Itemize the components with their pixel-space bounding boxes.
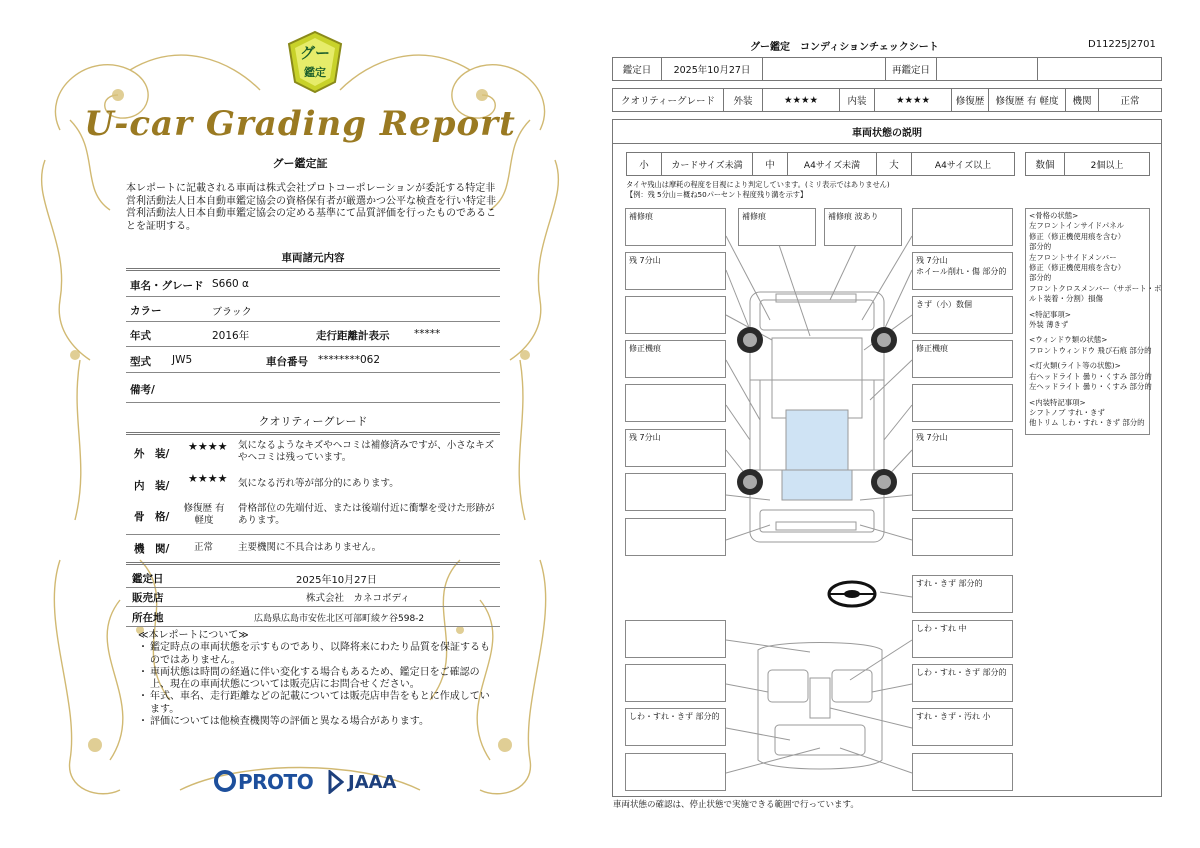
int-label: 内装 [847,96,867,107]
quality-title: クオリティーグレード [258,415,368,428]
quality-label-cell [612,88,724,112]
report-title: U-car Grading Report [84,104,516,144]
exterior-box-r7 [912,473,1013,511]
ext-value-cell [762,88,840,112]
chassis-value: ********062 [318,354,381,366]
color-label: カラー [130,305,162,317]
side-note: 部分的 [1029,273,1052,283]
engine-desc: 主要機関に不具合はありません。 [238,542,382,553]
repair-value: 修復歴 有 軽度 [995,96,1059,107]
ext-label: 外装 [733,96,753,107]
quality-row-frame [126,503,500,531]
int-label-cell [839,88,875,112]
mileage-label: 走行距離計表示 [316,330,390,342]
note-item [138,691,498,716]
exterior-box-l6: 残 7分山 [625,429,726,467]
bullet: ・ [138,666,148,678]
side-note: 修正（修正機使用痕を含む） [1029,263,1126,273]
tire-note-2: 【例：残 5分山＝概ね50パーセント程度残り溝を示す】 [626,190,808,199]
exterior-box-r6: 残 7分山 [912,429,1013,467]
legend-large-desc-cell [911,152,1015,176]
proto-logo: PROTO [238,770,314,794]
exterior-box-r5 [912,384,1013,422]
note-item [138,667,498,692]
legend-count-desc-cell [1064,152,1150,176]
dealer-label: 販売店 [132,592,164,604]
year-value: 2016年 [212,330,250,342]
divider [126,534,500,535]
frame-desc: 骨格部位の先端付近、または後端付近に衝撃を受けた形跡があります。 [238,503,495,526]
steering-wheel-icon [829,582,875,606]
empty-cell [762,57,886,81]
note-text: 年式、車名、走行距離などの記載については販売店申告をもとに作成しています。 [150,691,490,715]
legend-large-cell [876,152,912,176]
side-note: <ウィンドウ類の状態> [1029,335,1108,345]
exterior-box-r3: きず（小）数個 [912,296,1013,334]
interior-label: 内 装/ [134,480,170,492]
jaaa-logo-icon [328,770,344,794]
chassis-label: 車台番号 [266,356,308,368]
doc-id: D11225J2701 [1088,39,1156,50]
section-title-bar [612,119,1162,144]
section-title: 車両状態の説明 [852,127,922,139]
bullet: ・ [138,716,148,728]
exterior-box-l8 [625,518,726,556]
rekantei-label-cell [885,57,937,81]
divider [126,606,500,607]
legend-mid-cell [752,152,788,176]
cert-body: 本レポートに記載される車両は株式会社プロトコーポレーションが委託する特定非営利活動法人日本自動車鑑定協会の資格保有者が厳選かつ公平な検査を行い特定非営利活動法人日本自動車鑑定協会の定める基準にて品質評価を行ったものであることを証明する。 [126,183,496,232]
divider [126,562,500,565]
side-note: <特記事項> [1029,309,1071,319]
side-note: 右ヘッドライト 曇り・くすみ 部分的 [1029,371,1152,381]
rekantei-label: 再鑑定日 [891,65,930,76]
address-label: 所在地 [132,612,164,624]
appraisal-date-value: 2025年10月27日 [296,575,377,586]
side-note: <内装特記事項> [1029,397,1086,407]
legend-large: 大 [889,160,899,171]
legend-mid-desc-cell [787,152,877,176]
frame-label: 骨 格/ [134,511,170,523]
side-notes-panel [1025,208,1162,435]
rekantei-value-cell [936,57,1038,81]
ext-value: ★★★★ [783,94,819,106]
engine-value-cell [1098,88,1162,112]
remarks-label: 備考/ [130,384,155,396]
spec-title: 車両諸元内容 [281,252,345,264]
badge-line2: 鑑定 [304,66,326,79]
mileage-value: ***** [414,328,441,340]
tire-note-1: タイヤ残山は摩耗の程度を目視により判定しています。(ミリ表示ではありません) [626,180,890,189]
quality-row-engine [126,541,500,559]
interior-box-wheel: すれ・きず 部分的 [912,575,1013,613]
exterior-box-l3 [625,296,726,334]
int-value-cell [874,88,952,112]
legend-small-desc: カードサイズ未満 [671,160,743,171]
footer-note: 車両状態の確認は、停止状態で実施できる範囲で行っています。 [613,800,859,810]
name-value: S660 α [212,278,249,290]
ext-label-cell [723,88,763,112]
note-item [138,642,498,667]
side-note: 部分的 [1029,242,1052,252]
goo-kantei-badge [285,30,345,94]
side-note: 外装 薄きず [1029,320,1069,330]
divider [126,321,500,322]
note-text: 車両状態は時間の経過に伴い変化する場合もあるため、鑑定日をご確認の上、現在の車両状態については販売店にお問合せください。 [150,666,480,691]
engine-label-cell [1065,88,1099,112]
name-label: 車名・グレード [130,280,204,292]
quality-label: クオリティーグレード [620,96,716,107]
badge-line1: グー [299,44,330,62]
divider [126,372,500,373]
frame-grade: 修復歴 有 軽度 [183,503,225,526]
repair-value-cell [988,88,1066,112]
exterior-label: 外 装/ [134,448,170,460]
divider [126,346,500,347]
year-label: 年式 [130,330,151,342]
divider [126,402,500,403]
exterior-desc: 気になるようなキズやヘコミは補修済みですが、小さなキズやヘコミは残っています。 [238,440,495,463]
exterior-box-l7 [625,473,726,511]
exterior-box-r1 [912,208,1013,246]
notes-title: ≪本レポートについて≫ [138,630,249,641]
bullet: ・ [138,691,148,703]
side-note: フロントウィンドウ 飛び石痕 部分的 [1029,345,1152,355]
interior-box-r2: しわ・すれ 中 [912,620,1013,658]
divider [126,432,500,435]
legend-mid-desc: A4サイズ未満 [803,160,861,171]
legend-count-desc: 2個以上 [1090,160,1124,171]
side-note: ルト装着・分割）損傷 [1029,294,1103,304]
side-note: <骨格の状態> [1029,211,1079,220]
engine-grade: 正常 [194,542,214,553]
side-note: 左ヘッドライト 曇り・くすみ 部分的 [1029,382,1152,392]
side-note: フロントクロスメンバー（サポート・ボ [1029,283,1162,293]
sheet-title: グー鑑定 コンディションチェックシート [750,42,939,53]
color-value: ブラック [212,307,252,318]
engine-label: 機 関/ [134,543,170,555]
cert-title: グー鑑定証 [272,157,328,170]
interior-box-r5 [912,753,1013,791]
repair-label: 修復歴 [955,96,985,107]
int-value: ★★★★ [895,94,931,106]
legend-count-cell [1025,152,1065,176]
exterior-box-r2: 残 7分山 ホイール削れ・傷 部分的 [912,252,1013,290]
legend-small-desc-cell [661,152,753,176]
proto-logo-icon [214,770,236,792]
quality-row-interior [126,474,500,494]
model-label: 型式 [130,356,151,368]
side-note: 他トリム しわ・すれ・きず 部分的 [1029,418,1145,428]
jaaa-logo: JAAA [348,772,397,793]
dealer-value: 株式会社 カネコボディ [306,593,410,604]
kantei-value: 2025年10月27日 [673,65,751,76]
engine-label: 機関 [1072,96,1092,107]
exterior-box-t3: 補修痕 波あり [824,208,902,246]
exterior-box-l2: 残 7分山 [625,252,726,290]
bullet: ・ [138,642,148,654]
divider [126,626,500,627]
exterior-box-t2: 補修痕 [738,208,816,246]
interior-desc: 気になる汚れ等が部分的にあります。 [238,478,399,489]
repair-label-cell [951,88,989,112]
legend-count: 数個 [1035,160,1055,171]
side-note: 修正（修正機使用痕を含む） [1029,231,1126,241]
quality-row-exterior [126,440,500,470]
interior-box-r3: しわ・すれ・きず 部分的 [912,664,1013,702]
interior-box-r4: すれ・きず・汚れ 小 [912,708,1013,746]
side-note: シフトノブ すれ・きず [1029,407,1105,417]
kantei-label-cell [612,57,662,81]
divider [126,296,500,297]
note-item [138,716,498,728]
interior-grade: ★★★★ [188,472,228,485]
interior-box-l4 [625,753,726,791]
legend-mid: 中 [765,160,775,171]
engine-value: 正常 [1120,96,1140,107]
empty-cell [1037,57,1162,81]
report-notes [138,630,498,728]
model-value: JW5 [172,354,193,366]
side-note: 左フロントインサイドパネル [1029,221,1125,231]
interior-box-l1 [625,620,726,658]
note-text: 評価については他検査機関等の評価と異なる場合があります。 [150,716,429,728]
exterior-box-l1: 補修痕 [625,208,726,246]
legend-small-cell [626,152,662,176]
divider [126,587,500,588]
legend-small: 小 [639,160,649,171]
interior-box-l2 [625,664,726,702]
footer-logos [214,770,414,802]
legend-large-desc: A4サイズ以上 [934,160,992,171]
kantei-value-cell [661,57,763,81]
exterior-grade: ★★★★ [188,440,228,453]
address-value: 広島県広島市安佐北区可部町綾ケ谷598-2 [254,614,425,624]
divider [126,268,500,271]
kantei-label: 鑑定日 [622,65,652,76]
appraisal-date-label: 鑑定日 [132,573,164,585]
side-note: <灯火類(ライト等の状態)> [1029,361,1121,371]
note-text: 鑑定時点の車両状態を示すものであり、以降将来にわたり品質を保証するものではありません。 [150,642,490,666]
exterior-box-r8 [912,518,1013,556]
side-note: 左フロントサイドメンバー [1029,252,1117,262]
interior-box-l3: しわ・すれ・きず 部分的 [625,708,726,746]
exterior-box-l4: 修正機痕 [625,340,726,378]
exterior-box-r4: 修正機痕 [912,340,1013,378]
exterior-box-l5 [625,384,726,422]
